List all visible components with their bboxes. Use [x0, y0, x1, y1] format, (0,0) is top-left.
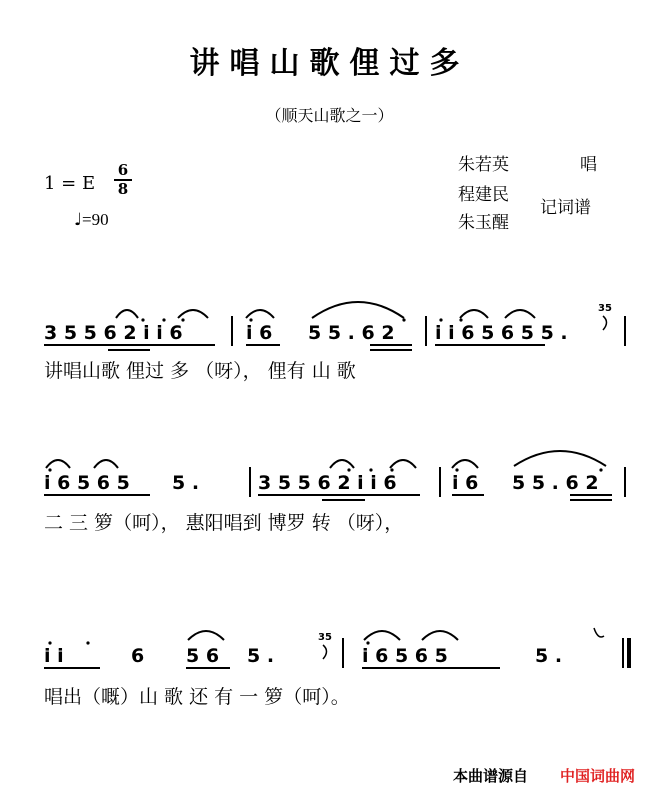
octave-dot: [86, 641, 89, 644]
octave-dot: [455, 468, 458, 471]
octave-dot: [439, 318, 442, 321]
tempo-value: =90: [82, 210, 109, 229]
time-signature-top: 6: [117, 161, 129, 179]
octave-dot: [459, 318, 462, 321]
octave-dot: [390, 468, 393, 471]
notes-system-3-d: 5 .: [247, 645, 275, 667]
slur: [364, 631, 400, 640]
key-signature: 1 = E: [44, 173, 96, 194]
grace-note-system-1: 35: [598, 303, 612, 314]
notes-system-1-measure-2b: 5 5 . 6 2: [308, 322, 395, 344]
notes-system-1-measure-3: i i 6 5 6 5 5 .: [435, 322, 568, 344]
octave-dot: [48, 468, 51, 471]
lyrics-system-3: 唱出（嘅）山 歌 还 有 一 箩（呵）。: [44, 686, 350, 708]
slur: [178, 310, 208, 318]
slur: [514, 451, 606, 466]
notes-system-3-e: i 6 5 6 5: [362, 645, 448, 667]
grace-flag: [603, 316, 607, 330]
breath-mark: [594, 628, 604, 637]
slur: [312, 302, 404, 318]
slur: [390, 460, 416, 468]
octave-dot: [141, 318, 144, 321]
footer-source: 本曲谱源自: [453, 767, 529, 785]
notes-system-1-measure-2a: i 6: [246, 322, 273, 344]
slur: [505, 310, 535, 318]
slur: [116, 310, 138, 318]
grace-flag: [323, 645, 327, 659]
notes-system-3-f: 5 .: [535, 645, 563, 667]
notes-system-2-measure-3b: 5 5 . 6 2: [512, 472, 599, 494]
credit-singer-role: 唱: [580, 155, 597, 175]
credit-recorder-1: 程建民: [458, 185, 509, 205]
octave-dot: [369, 468, 372, 471]
octave-dot: [181, 318, 184, 321]
notes-system-2-measure-3a: i 6: [452, 472, 479, 494]
notes-system-2-measure-1b: 5 .: [172, 472, 200, 494]
notes-system-1-measure-1: 3 5 5 6 2 i i 6: [44, 322, 183, 344]
quarter-note-icon: ♩: [74, 210, 83, 230]
song-title: 讲唱山歌俚过多: [189, 46, 470, 81]
octave-dot: [402, 318, 405, 321]
slur: [422, 631, 458, 640]
octave-dot: [48, 641, 51, 644]
slur: [460, 310, 488, 318]
notes-system-3-a: i i: [44, 645, 64, 667]
slur: [246, 310, 274, 318]
lyrics-system-2: 二 三 箩（呵）， 惠阳唱到 博罗 转 （呀），: [44, 512, 404, 534]
lyrics-system-1: 讲唱山歌 俚过 多 （呀）， 俚有 山 歌: [44, 360, 356, 382]
slur: [330, 460, 354, 468]
grace-note-system-3: 35: [318, 632, 332, 643]
octave-dot: [162, 318, 165, 321]
slur: [46, 460, 70, 468]
notes-system-2-measure-2: 3 5 5 6 2 i i 6: [258, 472, 397, 494]
slur: [452, 460, 478, 468]
footer-brand[interactable]: 中国词曲网: [560, 767, 636, 785]
notes-system-3-c: 5 6: [186, 645, 220, 667]
octave-dot: [249, 318, 252, 321]
notes-system-3-b: 6: [131, 645, 145, 667]
octave-dot: [599, 468, 602, 471]
octave-dot: [366, 641, 369, 644]
octave-dot: [347, 468, 350, 471]
time-signature-bottom: 8: [117, 180, 129, 198]
credit-recorder-2: 朱玉醒: [458, 213, 509, 233]
slur: [188, 631, 224, 640]
notes-system-2-measure-1: i 6 5 6 5: [44, 472, 130, 494]
credit-singer: 朱若英: [458, 155, 509, 175]
slur: [94, 460, 118, 468]
credit-recorder-role: 记词谱: [540, 198, 591, 218]
song-subtitle: （顺天山歌之一）: [265, 106, 394, 125]
